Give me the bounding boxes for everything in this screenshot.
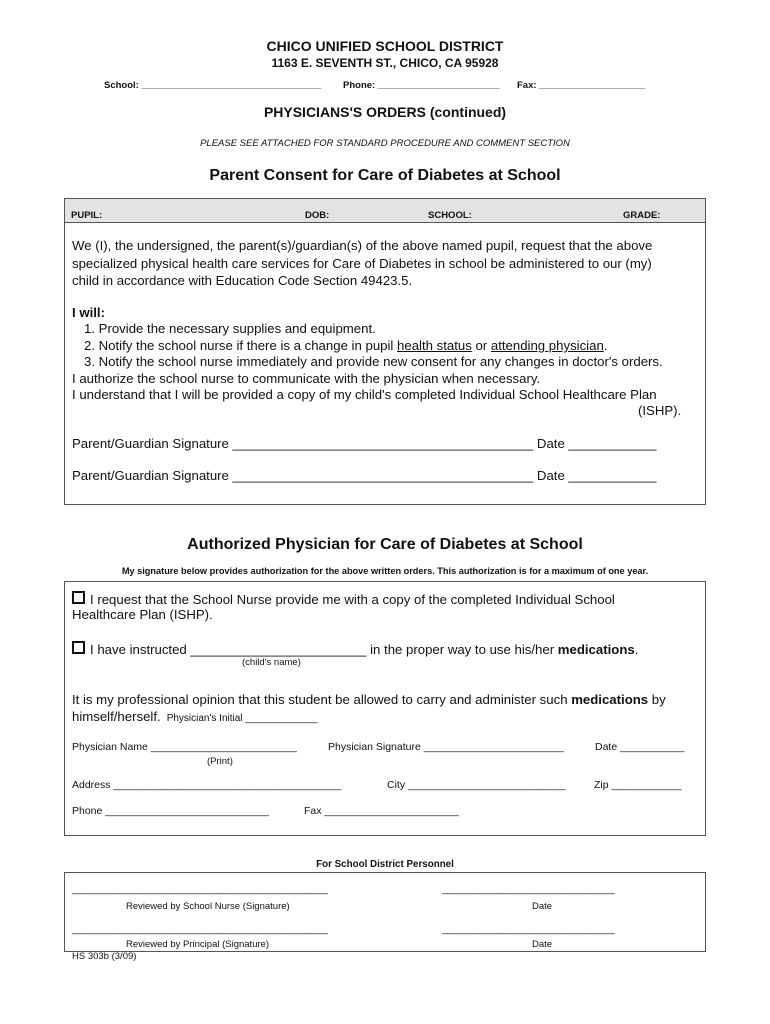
ishp-text: (ISHP). (638, 403, 682, 418)
physician-date-field[interactable]: Date ___________ (595, 741, 685, 753)
himself-text: himself/herself. (72, 709, 161, 724)
opinion-text: It is my professional opinion that this student be allowed to carry and administer such (72, 692, 572, 707)
opinion-line (72, 692, 666, 707)
item2-end: . (603, 338, 608, 353)
consent-title: Parent Consent for Care of Diabetes at School (209, 167, 561, 184)
principal-date-line[interactable]: _______________________________ (442, 924, 615, 935)
pupil-info-bar (64, 198, 706, 223)
grade-label: GRADE: (623, 210, 661, 221)
school-label: SCHOOL: (428, 210, 472, 221)
instructed-text: I have instructed ________________________ in the proper way to use his/her (90, 642, 558, 657)
instructed-end: . (634, 642, 639, 657)
authorization-note: My signature below provides authorization for the above written orders. This authorization is for a maximum of one year. (121, 566, 649, 576)
principal-signature-line[interactable]: ______________________________________________ (72, 924, 328, 935)
item2-or: or (471, 338, 491, 353)
form-id: HS 303b (3/09) (72, 951, 137, 962)
phone-field-label: Phone: _______________________ (343, 80, 500, 91)
medications-bold: medications (557, 642, 635, 657)
instructed-line (72, 641, 638, 657)
himself-line (72, 709, 318, 724)
dob-label: DOB: (305, 210, 330, 221)
principal-caption: Reviewed by Principal (Signature) (126, 939, 270, 950)
nurse-date-line[interactable]: _______________________________ (442, 884, 615, 895)
request-checkbox[interactable] (72, 591, 85, 604)
district-address: 1163 E. SEVENTH ST., CHICO, CA 95928 (271, 56, 499, 70)
nurse-caption: Reviewed by School Nurse (Signature) (126, 901, 290, 912)
school-field-label: School: __________________________________ (104, 80, 322, 91)
consent-item-3: 3. Notify the school nurse immediately and provide new consent for any changes in doctor's orders. (84, 354, 663, 369)
orders-title: PHYSICIANS'S ORDERS (continued) (263, 104, 507, 120)
opinion-end: by (648, 692, 666, 707)
parent-signature-2[interactable]: Parent/Guardian Signature _________________________________________ Date ____________ (72, 468, 657, 483)
consent-para-line1: We (I), the undersigned, the parent(s)/guardian(s) of the above named pupil, request that the above (72, 238, 653, 253)
nurse-date-caption: Date (532, 901, 553, 912)
city-field[interactable]: City ___________________________ (387, 779, 566, 791)
zip-field[interactable]: Zip ____________ (594, 779, 682, 791)
physician-signature-field[interactable]: Physician Signature ________________________ (328, 741, 564, 753)
consent-para-line2: specialized physical health care services for Care of Diabetes in school be administered to our (my) (72, 256, 652, 271)
request-line2: Healthcare Plan (ISHP). (72, 607, 213, 622)
health-status-text: health status (397, 338, 472, 353)
item2-text: 2. Notify the school nurse if there is a change in pupil (84, 338, 398, 353)
opinion-medications-bold: medications (571, 692, 649, 707)
nurse-signature-line[interactable]: ______________________________________________ (72, 884, 328, 895)
understand-statement: I understand that I will be provided a copy of my child's completed Individual School Healthcare Plan (72, 387, 657, 402)
instructed-checkbox[interactable] (72, 641, 85, 654)
request-copy-line (72, 591, 615, 607)
consent-para-line3: child in accordance with Education Code Section 49423.5. (72, 273, 413, 288)
authorize-statement: I authorize the school nurse to communicate with the physician when necessary. (72, 371, 541, 386)
district-personnel-title: For School District Personnel (316, 859, 454, 870)
i-will-heading: I will: (72, 305, 105, 320)
print-caption: (Print) (207, 756, 233, 767)
physician-name-field[interactable]: Physician Name _________________________ (72, 741, 297, 753)
pupil-label: PUPIL: (71, 210, 103, 221)
fax-field-label: Fax: ____________________ (517, 80, 645, 91)
physician-title: Authorized Physician for Care of Diabetes at School (187, 536, 583, 553)
phone-field[interactable]: Phone ____________________________ (72, 805, 269, 817)
fax-field[interactable]: Fax _______________________ (304, 805, 459, 817)
district-name: CHICO UNIFIED SCHOOL DISTRICT (266, 38, 504, 54)
physician-initial-field[interactable]: Physician's Initial _____________ (166, 713, 318, 724)
consent-item-2 (84, 338, 607, 353)
attending-physician-text: attending physician (490, 338, 604, 353)
principal-date-caption: Date (532, 939, 553, 950)
request-text: I request that the School Nurse provide me with a copy of the completed Individual School (90, 592, 615, 607)
childs-name-caption: (child's name) (242, 657, 301, 668)
see-attached-note: PLEASE SEE ATTACHED FOR STANDARD PROCEDURE AND COMMENT SECTION (200, 138, 570, 149)
consent-item-1: 1. Provide the necessary supplies and equipment. (84, 321, 376, 336)
parent-signature-1[interactable]: Parent/Guardian Signature _________________________________________ Date ____________ (72, 436, 657, 451)
address-field[interactable]: Address _______________________________________ (72, 779, 342, 791)
